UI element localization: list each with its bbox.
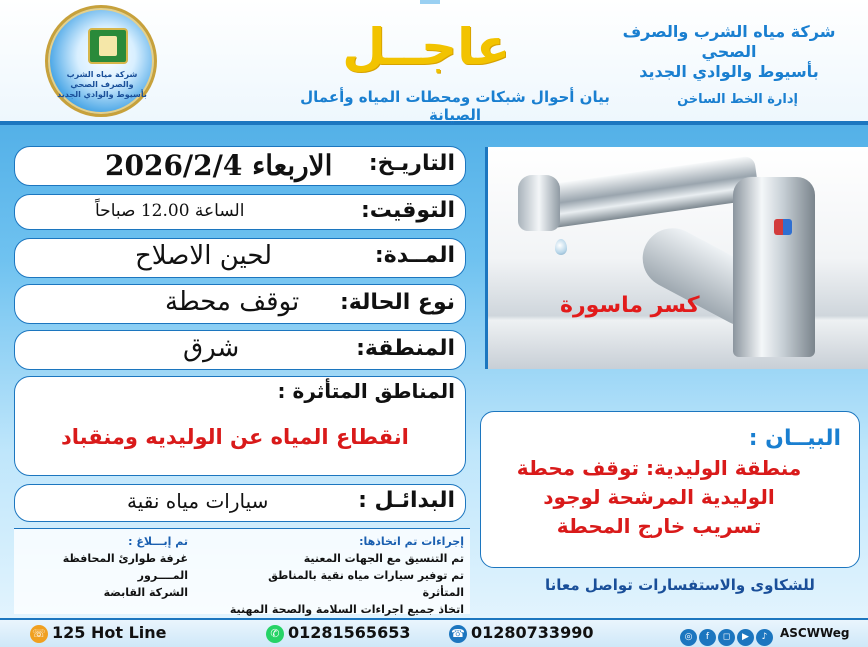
date-value: الاربعاء 2026/2/4 (105, 149, 333, 182)
statement-box (480, 411, 860, 568)
type-label: نوع الحالة: (339, 290, 455, 315)
hotline-icon: ☏ (30, 625, 48, 643)
top-notch (420, 0, 440, 4)
footer (0, 618, 868, 647)
affected-row (14, 376, 466, 476)
phone-contact[interactable] (449, 623, 593, 643)
statement-label: البيــان : (748, 426, 841, 451)
web-icon[interactable]: ◎ (680, 629, 697, 646)
phone-number: 01280733990 (471, 623, 594, 642)
whatsapp-icon: ✆ (266, 625, 284, 643)
type-value: توقف محطة (165, 287, 300, 317)
affected-value: انقطاع المياه عن الوليديه ومنقباد (61, 425, 409, 449)
faucet-body (733, 177, 815, 357)
social-icons (680, 624, 775, 646)
duration-value: لحين الاصلاح (135, 241, 273, 271)
faucet-photo (485, 147, 868, 369)
hotline[interactable] (30, 623, 167, 643)
company-name (604, 22, 854, 82)
action-item: تم التنسيق مع الجهات المعنية (303, 552, 464, 565)
water-drop-icon (555, 239, 567, 255)
zone-value: شرق (183, 333, 240, 363)
notes-panel (14, 528, 470, 614)
phone-icon: ☎ (449, 625, 467, 643)
duration-row (14, 238, 466, 278)
notified-title: تم إبـــلاغ : (128, 535, 188, 548)
notified-item: غرفة طوارئ المحافظة (62, 552, 188, 565)
duration-label: المــدة: (374, 243, 455, 268)
statement-text (509, 454, 809, 541)
notified-item: الشركة القابضة (103, 586, 188, 599)
complaints-text: للشكاوى والاستفسارات تواصل معانا (545, 576, 815, 594)
youtube-icon[interactable]: ▶ (737, 629, 754, 646)
subtitle: بيان أحوال شبكات ومحطات المياه وأعمال الصيانة (300, 88, 610, 124)
tiktok-icon[interactable]: ♪ (756, 629, 773, 646)
action-item: تم توفير سيارات مياه نقية بالمناطق المتأثرة (268, 569, 464, 599)
alternatives-label: البدائـل : (358, 488, 455, 513)
photo-caption: كسر ماسورة (560, 293, 700, 318)
whatsapp-number: 01281565653 (288, 623, 411, 642)
instagram-icon[interactable]: ◻ (718, 629, 735, 646)
zone-label: المنطقة: (356, 336, 455, 361)
notified-list (18, 533, 188, 601)
urgent-title: عاجــل (342, 18, 510, 76)
company-line2: بأسيوط والوادي الجديد (639, 62, 819, 81)
whatsapp-contact[interactable] (266, 623, 410, 643)
statement-line2: الوليدية المرشحة لوجود (543, 485, 775, 509)
actions-list (224, 533, 464, 618)
hotline-text: 125 Hot Line (52, 623, 167, 642)
facebook-icon[interactable]: f (699, 629, 716, 646)
faucet-tip (518, 175, 560, 231)
time-row (14, 194, 466, 230)
date-row (14, 146, 466, 186)
action-item: اتخاذ جميع اجراءات السلامة والصحة المهنية (229, 603, 464, 616)
affected-label: المناطق المتأثرة : (277, 379, 455, 403)
social-handle: ASCWWeg (780, 626, 850, 640)
seal-icon (88, 28, 128, 64)
hot-cold-indicator-icon (774, 219, 792, 235)
alternatives-value: سيارات مياه نقية (127, 489, 269, 513)
statement-line3: تسريب خارج المحطة (556, 514, 762, 538)
logo-text: شركة مياه الشرب والصرف الصحي بأسيوط والوادي الجديد (57, 70, 147, 99)
alternatives-row (14, 484, 466, 522)
time-value: الساعة 12.00 صباحاً (95, 201, 245, 221)
actions-title: إجراءات تم اتخاذها: (359, 535, 464, 548)
type-row (14, 284, 466, 324)
notified-item: المــــرور (137, 569, 188, 582)
department: إدارة الخط الساخن (677, 92, 798, 107)
zone-row (14, 330, 466, 370)
company-line1: شركة مياه الشرب والصرف الصحي (622, 22, 836, 61)
statement-line1: منطقة الوليدية: توقف محطة (516, 456, 802, 480)
date-label: التاريـخ: (368, 151, 455, 176)
time-label: التوقيت: (360, 198, 455, 223)
